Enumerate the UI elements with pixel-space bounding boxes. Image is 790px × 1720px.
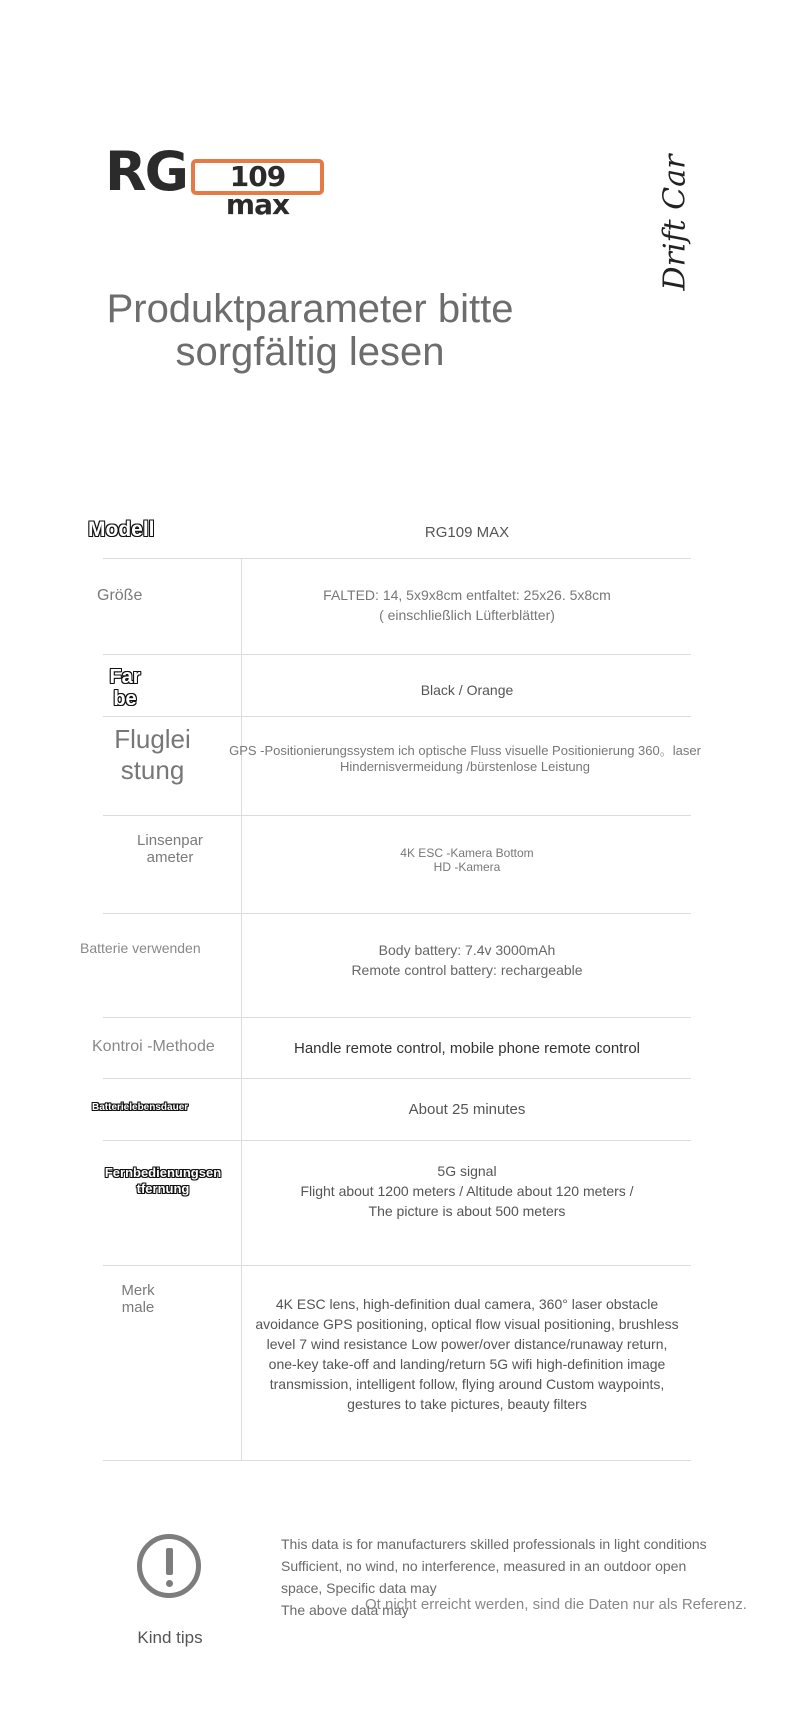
value-control: Handle remote control, mobile phone remote control — [293, 1040, 641, 1057]
value-lens — [243, 846, 691, 874]
exclamation-icon — [137, 1534, 201, 1598]
row-divider — [103, 1017, 691, 1018]
label-model: Modell — [88, 518, 155, 541]
label-features-line-1: Merk — [121, 1282, 155, 1299]
row-divider — [103, 1460, 691, 1461]
row-divider — [103, 716, 691, 717]
tips-line-2: Sufficient, no wind, no interference, measured in an outdoor open — [281, 1558, 687, 1574]
value-lens-line-2: HD -Kamera — [433, 860, 501, 874]
row-divider — [103, 558, 691, 559]
value-battery-line-1: Body battery: 7.4v 3000mAh — [378, 942, 556, 958]
value-features-line-2: avoidance GPS positioning, optical flow visual positioning, brushless — [255, 1316, 679, 1332]
value-lens-line-1: 4K ESC -Kamera Bottom — [400, 846, 534, 860]
label-lens — [120, 832, 220, 866]
tips-line-3: space, Specific data may — [281, 1580, 437, 1596]
drift-car-tag: Drift Car — [657, 154, 693, 291]
label-range-line-1: Fernbedienungsen — [104, 1165, 222, 1180]
value-model: RG109 MAX — [424, 524, 510, 541]
value-flight-line-1: GPS -Positionierungssystem ich optische Fluss visuelle Positionierung 360。laser — [229, 743, 701, 758]
row-divider — [103, 654, 691, 655]
value-features-line-6: gestures to take pictures, beauty filters — [347, 1396, 587, 1412]
label-range-line-2: tfernung — [136, 1181, 190, 1196]
label-color-line-2: be — [113, 688, 137, 710]
value-features-line-5: transmission, intelligent follow, flying around Custom waypoints, — [269, 1376, 665, 1392]
value-size — [243, 585, 691, 625]
value-color: Black / Orange — [420, 682, 514, 698]
value-features-line-3: level 7 wind resistance Low power/over distance/runaway return, — [266, 1336, 668, 1352]
label-range — [93, 1165, 233, 1197]
value-range-line-2: Flight about 1200 meters / Altitude about 120 meters / — [300, 1183, 634, 1199]
headline-line-2: sorgfältig lesen — [175, 330, 445, 374]
label-color-line-1: Far — [109, 666, 141, 688]
row-divider — [103, 815, 691, 816]
row-divider — [103, 1265, 691, 1266]
row-divider — [103, 1078, 691, 1079]
value-battery — [243, 940, 691, 980]
label-lens-line-1: Linsenpar — [137, 832, 203, 849]
value-features-line-4: one-key take-off and landing/return 5G wifi high-definition image — [268, 1356, 666, 1372]
label-battery: Batterie verwenden — [80, 940, 201, 956]
tips-overlay-text: Ot nicht erreicht werden, sind die Daten nur als Referenz. — [365, 1596, 747, 1613]
label-features — [108, 1282, 168, 1316]
value-features-line-1: 4K ESC lens, high-definition dual camera, 360° laser obstacle — [275, 1296, 659, 1312]
value-flight-line-2: Hindernisvermeidung /bürstenlose Leistung — [339, 759, 591, 774]
label-size: Größe — [97, 587, 143, 604]
headline-line-1: Produktparameter bitte — [106, 287, 514, 331]
tips-line-1: This data is for manufacturers skilled professionals in light conditions — [281, 1536, 707, 1552]
row-divider — [103, 1140, 691, 1141]
brand-model-badge: 109 max — [191, 159, 324, 195]
label-battery-life: Batterielebensdauer — [92, 1102, 189, 1113]
value-range-line-3: The picture is about 500 meters — [368, 1203, 566, 1219]
label-control: Kontroi -Methode — [92, 1038, 215, 1055]
value-size-line-2: ( einschließlich Lüfterblätter) — [379, 607, 555, 623]
value-flight — [215, 743, 715, 775]
tips-line-4: The above data may — [281, 1602, 409, 1618]
brand-logo-rg: RG — [105, 140, 187, 203]
column-divider — [241, 558, 242, 1461]
label-flight-line-1: Fluglei — [114, 724, 191, 754]
label-color — [100, 666, 150, 710]
row-divider — [103, 913, 691, 914]
value-battery-life: About 25 minutes — [408, 1101, 526, 1118]
value-size-line-1: FALTED: 14, 5x9x8cm entfaltet: 25x26. 5x8cm — [323, 587, 611, 603]
label-flight-line-2: stung — [120, 755, 185, 785]
label-flight — [100, 724, 205, 786]
value-battery-line-2: Remote control battery: rechargeable — [351, 962, 583, 978]
tips-label: Kind tips — [137, 1628, 203, 1647]
value-features — [243, 1294, 691, 1414]
page-headline — [60, 288, 560, 374]
value-range — [243, 1161, 691, 1221]
value-range-line-1: 5G signal — [437, 1163, 497, 1179]
label-lens-line-2: ameter — [146, 849, 194, 866]
label-features-line-2: male — [121, 1299, 155, 1316]
